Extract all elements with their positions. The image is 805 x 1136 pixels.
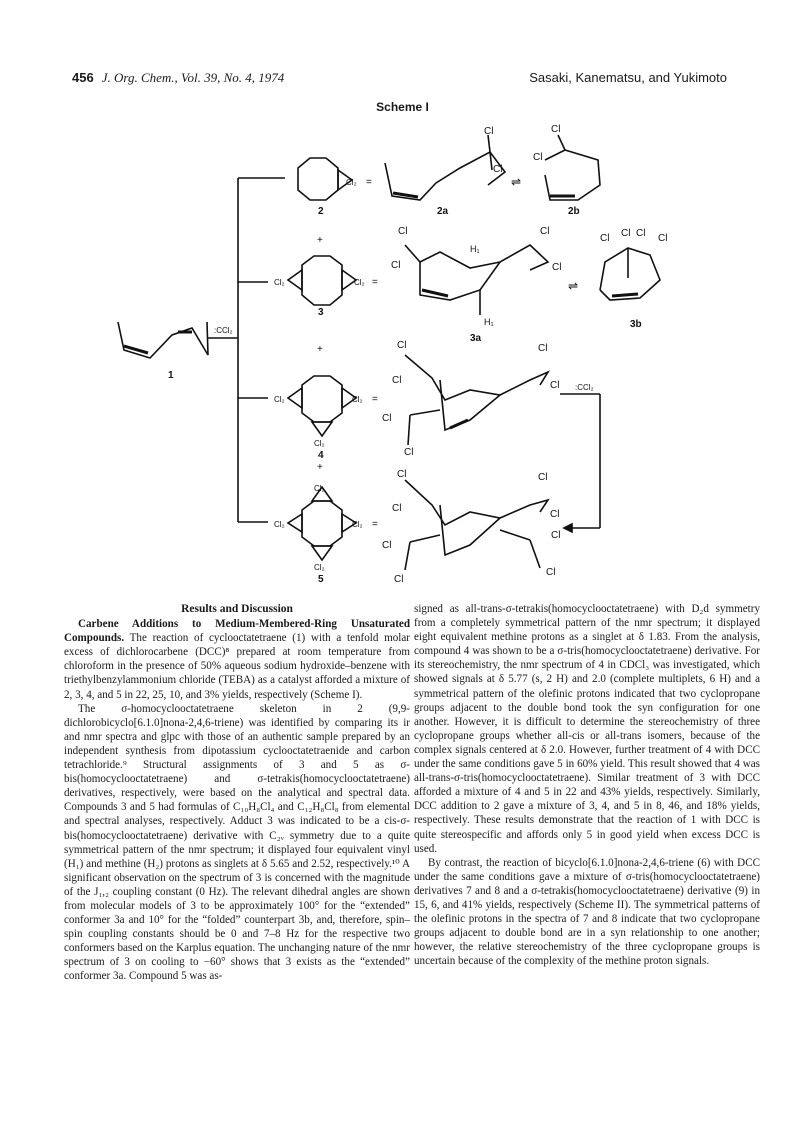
cl-label: Cl bbox=[533, 152, 543, 163]
left-column bbox=[64, 602, 410, 984]
cl2-label: Cl₂ bbox=[354, 278, 365, 287]
label-2b: 2b bbox=[568, 206, 580, 217]
cl2-label: Cl₂ bbox=[274, 520, 285, 529]
compound-3b-structure bbox=[600, 248, 660, 300]
page-number: 456 bbox=[72, 70, 94, 85]
label-3: 3 bbox=[318, 307, 324, 318]
equals-sign: = bbox=[372, 277, 378, 288]
running-header-authors: Sasaki, Kanematsu, and Yukimoto bbox=[529, 70, 727, 85]
cl-label: Cl bbox=[484, 126, 494, 137]
compound-2a-structure bbox=[385, 135, 505, 200]
cl-label: Cl bbox=[538, 472, 548, 483]
cl-label: Cl bbox=[404, 447, 414, 458]
cl2-label: Cl₂ bbox=[346, 178, 357, 187]
reagent-label: :CCl₂ bbox=[575, 383, 594, 392]
label-2a: 2a bbox=[437, 206, 449, 217]
cl2-label: Cl₂ bbox=[314, 484, 325, 493]
cl-label: Cl bbox=[382, 413, 392, 424]
compound-2b-structure bbox=[545, 135, 600, 200]
h1-label: H₁ bbox=[484, 317, 494, 327]
equals-sign: = bbox=[372, 394, 378, 405]
compound-4-structure bbox=[288, 376, 356, 436]
plus-sign: + bbox=[317, 462, 323, 473]
cl-label: Cl bbox=[538, 343, 548, 354]
cl-label: Cl bbox=[551, 530, 561, 541]
cl-label: Cl bbox=[398, 226, 408, 237]
compound-2-structure bbox=[298, 158, 352, 200]
cl-label: Cl bbox=[540, 226, 550, 237]
cl2-label: Cl₂ bbox=[274, 278, 285, 287]
cl-label: Cl bbox=[392, 375, 402, 386]
cl-label: Cl bbox=[552, 262, 562, 273]
cl2-label: Cl₂ bbox=[352, 395, 363, 404]
plus-sign: + bbox=[317, 235, 323, 246]
cl2-label: Cl₂ bbox=[314, 439, 325, 448]
cl-label: Cl bbox=[546, 567, 556, 578]
h1-label: H₁ bbox=[470, 244, 480, 254]
cl-label: Cl bbox=[493, 164, 503, 175]
cl2-label: Cl₂ bbox=[352, 520, 363, 529]
paragraph: By contrast, the reaction of bicyclo[6.1.0]nona-2,4,6-triene (6) with DCC under the same conditions gave a mixture of σ-tris(homocyclooctatetraene) derivatives 7 and 8 and a σ-tetrakis(homocyclooctatetraene) derivative (9) in 15, 6, and 41% yields, respectively (Scheme II). The symmetrical patterns of the olefinic protons in the spectra of 7 and 8 indicate that two cyclopropane groups adjacent to double bond are in a syn relationship to one another; however, the relative stereochemistry of the three cyclopropane groups is uncertain because of the complexity of the methine proton signals. bbox=[414, 856, 760, 968]
cl-label: Cl bbox=[621, 228, 631, 239]
plus-sign: + bbox=[317, 344, 323, 355]
cl-label: Cl bbox=[382, 540, 392, 551]
cl-label: Cl bbox=[600, 233, 610, 244]
paragraph: The σ-homocyclooctatetraene skeleton in 2 (9,9-dichlorobicyclo[6.1.0]nona-2,4,6-triene) was identified by comparing its ir and nmr spectra and glpc with those of an authentic sample prepared by an independent synthesis from dipotassium cyclooctatetraenide and carbon tetrachloride.⁹ Structural assignments of 3 and 5 as σ-bis(homocyclooctatetraene) and σ-tetrakis(homocyclooctatetraene) derivatives, respectively, were based on the analytical and spectral data. Compounds 3 and 5 had formulas of C₁₀H₈Cl₄ and C₁₂H₈Cl₈ from elemental and spectral analyses, respectively. Adduct 3 was indicated to be a cis-σ-bis(homocyclooctatetraene) derivative with C₂ᵥ symmetry due to a quite symmetrical pattern of the nmr spectrum; it displayed four equivalent vinyl (H₁) and methine (H₂) protons as singlets at δ 5.65 and 2.52, respectively.¹⁰ A significant observation on the spectrum of 3 is concerned with the magnitude of the J₁,₂ coupling constant (0 Hz). The relevant dihedral angles are shown from molecular models of 3 to be approximately 100° for the “extended” conformer 3a and 10° for the “folded” counterpart 3b, and, therefore, spin–spin coupling constants should be 0 and 7–8 Hz for the respective two conformers based on the Karplus equation. The unchanging nature of the nmr spectrum of 3 on cooling to −60° shows that 3 exists as the “extended” conformer 3a. Compound 5 was as- bbox=[64, 702, 410, 983]
label-3b: 3b bbox=[630, 319, 642, 330]
scheme-title: Scheme I bbox=[376, 100, 429, 114]
equals-sign: = bbox=[366, 177, 372, 188]
label-3a: 3a bbox=[470, 333, 482, 344]
svg-text:⇌: ⇌ bbox=[511, 175, 522, 189]
cl-label: Cl bbox=[551, 124, 561, 135]
label-1: 1 bbox=[168, 370, 174, 381]
cl-label: Cl bbox=[392, 503, 402, 514]
compound-3-structure bbox=[288, 256, 356, 305]
right-column bbox=[414, 602, 760, 968]
compound-4-3d-structure bbox=[405, 355, 548, 445]
paragraph bbox=[64, 617, 410, 702]
journal-citation: J. Org. Chem., Vol. 39, No. 4, 1974 bbox=[101, 70, 285, 85]
paragraph: signed as all-trans-σ-tetrakis(homocyclooctatetraene) with D₂d symmetry from a completely symmetrical pattern of the nmr spectrum; it displayed eight equivalent methine protons as a singlet at δ 1.83. From the analysis, compound 4 was shown to be a σ-tris(homocyclooctatetraene) derivative. For its stereochemistry, the nmr spectrum of 4 in CDCl₃ was investigated, which showed signals at δ 5.77 (s, 2 H) and 2.0 (complete multiplets, 6 H) and a symmetrical pattern of the olefinic protons indicated that two cyclopropane groups adjacent to the double bond took the syn configuration for one another. However, it is difficult to determine the stereochemistry of three cyclopropane groups whether all-cis or all-trans isomers, because of the complex signals centered at δ 2.0. However, further treatment of 4 with DCC under the same conditions gave 5 in 60% yield. This result showed that 4 was all-trans-σ-tris(homocyclooctatetraene). Similar treatment of 3 with DCC afforded a mixture of 4 and 5 in 22 and 43% yields, respectively. Similarly, DCC addition to 2 gave a mixture of 3, 4, and 5 in 8, 46, and 18% yields, respectively. These results demonstrate that the reaction of 1 with DCC is quite stereospecific and affords only 5 in good yield when excess DCC is used. bbox=[414, 603, 760, 855]
section-heading: Results and Discussion bbox=[181, 603, 293, 615]
svg-text:⇌: ⇌ bbox=[568, 279, 579, 293]
subsection-heading: Carbene Additions to Medium-Membered-Ring Unsaturated Compounds. bbox=[64, 618, 410, 645]
cl-label: Cl bbox=[636, 228, 646, 239]
cl2-label: Cl₂ bbox=[314, 563, 325, 572]
compound-3a-structure bbox=[405, 245, 548, 315]
running-header-left bbox=[72, 70, 284, 86]
label-5: 5 bbox=[318, 574, 324, 585]
cl-label: Cl bbox=[658, 233, 668, 244]
cyclooctatetraene-1 bbox=[118, 322, 208, 358]
cl-label: Cl bbox=[550, 380, 560, 391]
cl-label: Cl bbox=[397, 469, 407, 480]
scheme-diagram bbox=[0, 115, 805, 595]
equals-sign: = bbox=[372, 519, 378, 530]
reagent-label: :CCl₂ bbox=[214, 326, 233, 335]
cl-label: Cl bbox=[397, 340, 407, 351]
label-2: 2 bbox=[318, 206, 324, 217]
cl-label: Cl bbox=[550, 509, 560, 520]
cl-label: Cl bbox=[394, 574, 404, 585]
compound-5-3d-structure bbox=[405, 480, 548, 570]
label-4: 4 bbox=[318, 450, 324, 461]
compound-5-structure bbox=[288, 487, 356, 560]
cl2-label: Cl₂ bbox=[274, 395, 285, 404]
cl-label: Cl bbox=[391, 260, 401, 271]
paragraph-text: The reaction of cyclooctatetraene (1) with a tenfold molar excess of dichlorocarbene (DCC)⁸ prepared at room temperature from chloroform in the presence of 50% aqueous sodium hydroxide–benzene with triethylbenzylammonium chloride (TEBA) as a catalyst afforded a mixture of 2, 3, 4, and 5 in 22, 25, 10, and 3% yields, respectively (Scheme I). bbox=[64, 632, 410, 701]
